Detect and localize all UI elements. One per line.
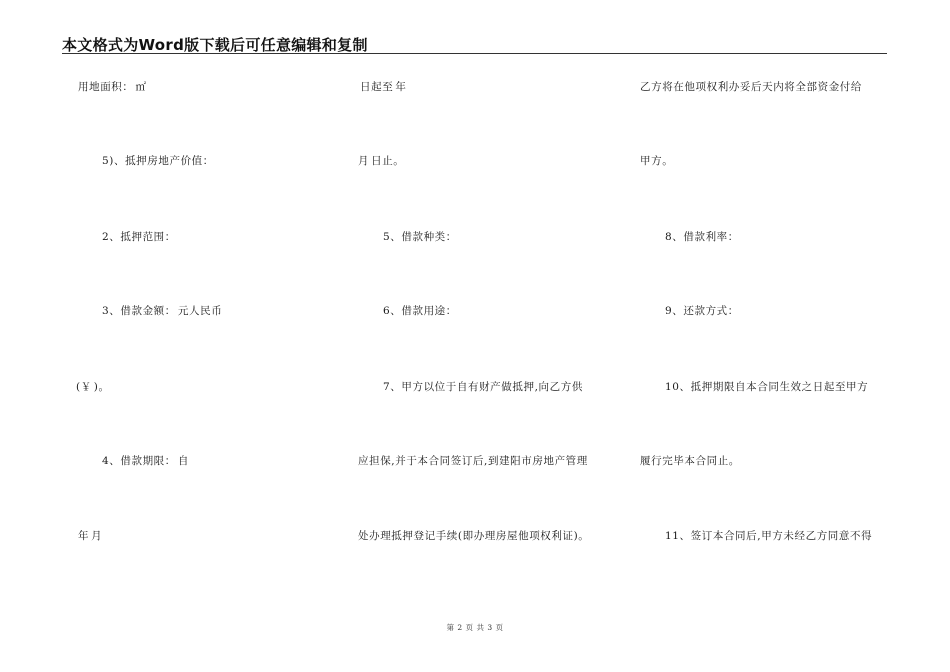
term-date-line — [76, 529, 104, 543]
amount-figure-line — [76, 380, 110, 394]
month-label: 月 — [358, 155, 370, 167]
clause-11-line-1: 11、签订本合同后,甲方未经乙方同意不得 — [665, 530, 873, 542]
repayment-method-label: 9、还款方式： — [665, 305, 739, 317]
start-date-label: 日起至 — [360, 81, 394, 93]
loan-type-line — [383, 230, 459, 244]
end-date-label: 日止。 — [371, 155, 405, 167]
loan-term-line — [102, 454, 191, 468]
loan-purpose-label: 6、借款用途： — [383, 305, 457, 317]
amount-suffix: )。 — [93, 381, 110, 393]
end-date-line — [358, 154, 404, 168]
month-label: 月 — [91, 530, 103, 542]
page-header-title: 本文格式为Word版下载后可任意编辑和复制 — [62, 36, 368, 54]
clause-7-line-1: 7、甲方以位于自有财产做抵押,向乙方供 — [383, 381, 583, 393]
year-label: 年 — [78, 530, 90, 542]
clause-7-line-2: 应担保,并于本合同签订后,到建阳市房地产管理 — [358, 455, 588, 467]
mortgage-value-label: 5)、抵押房地产价值： — [102, 155, 214, 167]
land-area-line — [76, 80, 147, 94]
loan-amount-line — [102, 304, 222, 318]
mortgage-scope-label: 2、抵押范围： — [102, 231, 176, 243]
area-unit: ㎡ — [135, 81, 147, 93]
land-area-label: 用地面积： — [78, 81, 134, 93]
loan-term-label: 4、借款期限： — [102, 455, 176, 467]
year-label: 年 — [395, 81, 407, 93]
header-divider — [62, 53, 887, 54]
loan-purpose-line — [383, 304, 459, 318]
clause-10-line-1: 10、抵押期限自本合同生效之日起至甲方 — [665, 381, 869, 393]
payment-clause-line-2: 甲方。 — [640, 155, 674, 167]
repayment-method-line — [665, 304, 741, 318]
interest-rate-label: 8、借款利率： — [665, 231, 739, 243]
clause-10-line-2: 履行完毕本合同止。 — [640, 455, 740, 467]
loan-amount-label: 3、借款金额： — [102, 305, 176, 317]
mortgage-value-line — [102, 154, 216, 168]
payment-clause-line-1: 乙方将在他项权利办妥后天内将全部资金付给 — [640, 81, 862, 93]
mortgage-scope-line — [102, 230, 178, 244]
currency-label: 元人民币 — [177, 305, 223, 317]
from-label: 自 — [177, 455, 189, 467]
clause-7-line-3: 处办理抵押登记手续(即办理房屋他项权利证)。 — [358, 530, 590, 542]
start-end-date-line — [358, 80, 408, 94]
loan-type-label: 5、借款种类： — [383, 231, 457, 243]
interest-rate-line — [665, 230, 741, 244]
yen-prefix: (￥ — [76, 381, 92, 393]
page-number: 第 2 页 共 3 页 — [446, 623, 504, 632]
